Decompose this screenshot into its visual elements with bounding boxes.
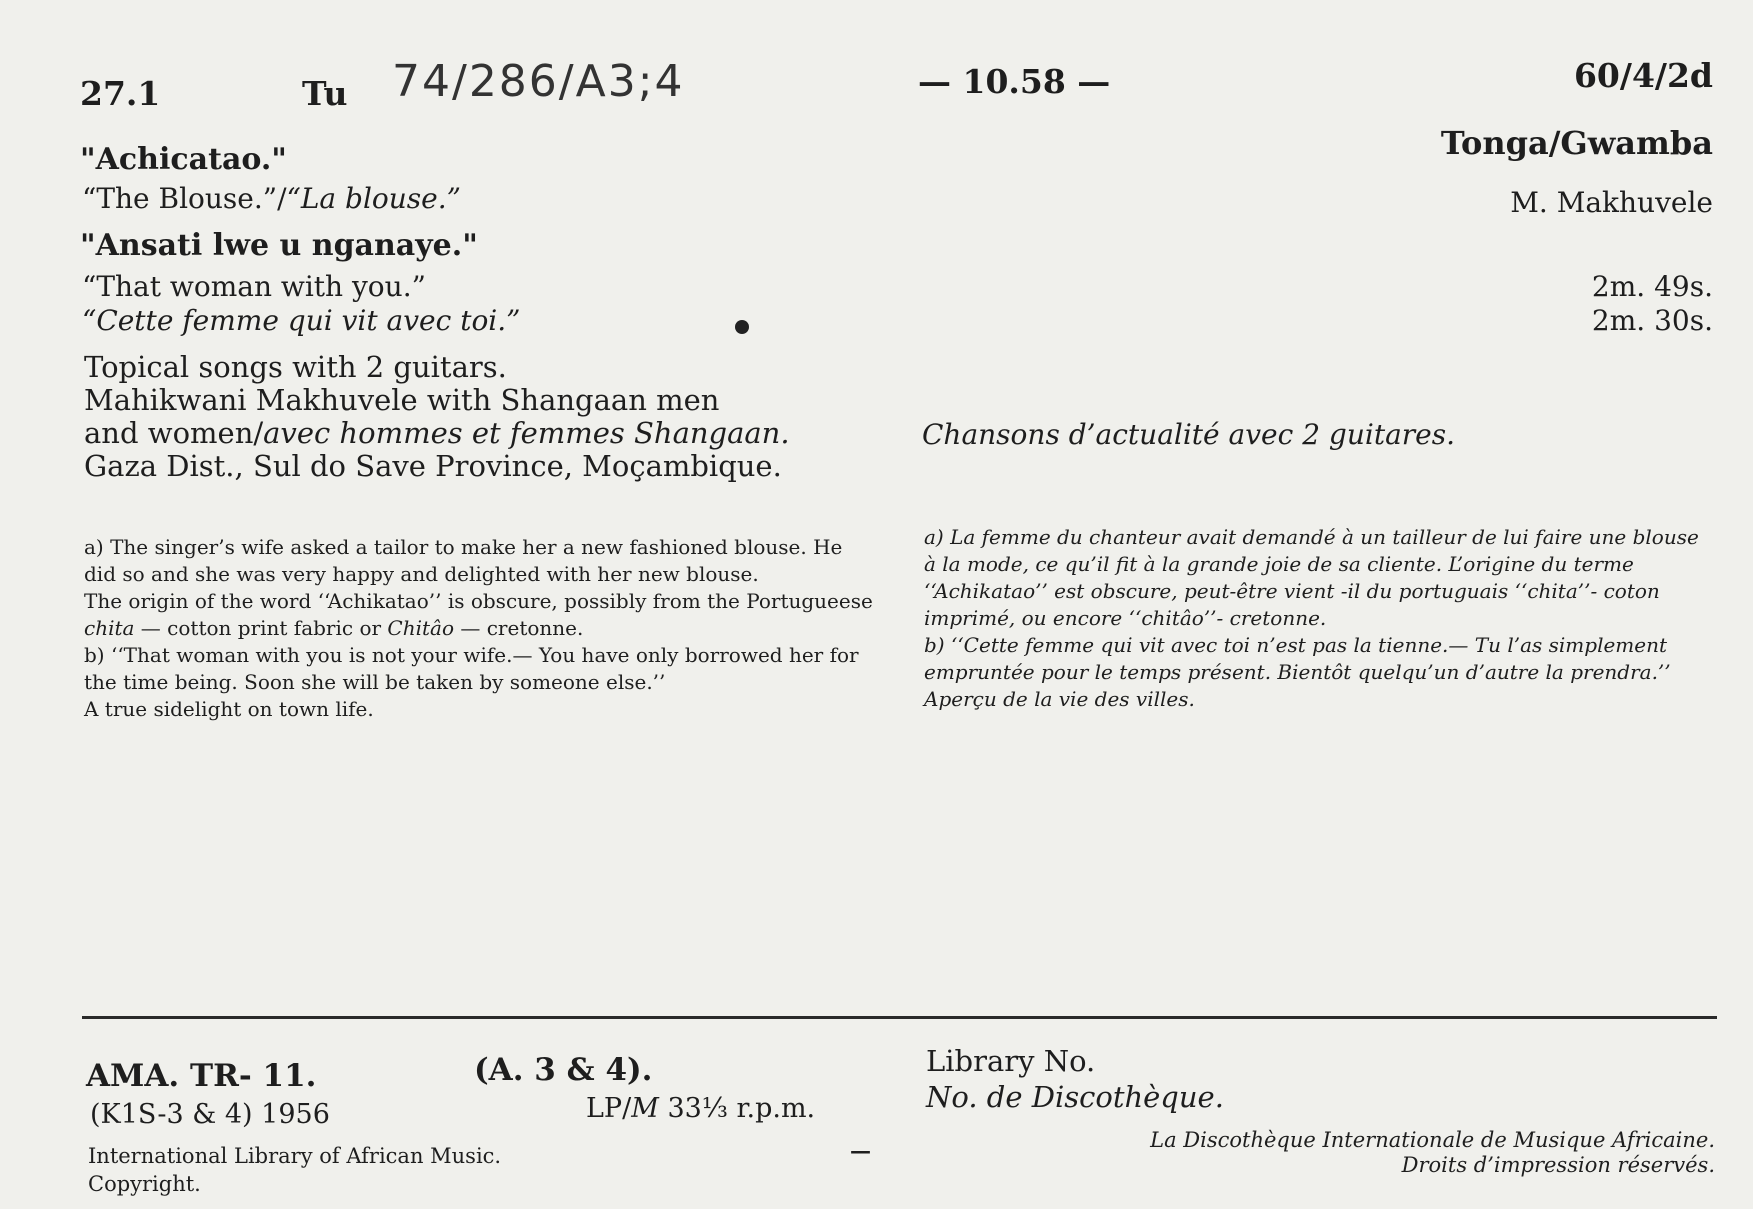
notes-english: [84, 534, 876, 723]
notes-en-para-2-e: — cretonne.: [454, 616, 584, 640]
description-french: Chansons d’actualité avec 2 guitares.: [922, 418, 1455, 451]
library-no-fr: No. de Discothèque.: [926, 1080, 1224, 1114]
notes-en-para-1: a) The singer’s wife asked a tailor to make her a new fashioned blouse. He did so and she was very happy and delighted with her new blouse.: [84, 535, 843, 586]
notes-en-para-2-a: The origin of the word ‘‘Achikatao’’ is obscure, possibly from the Portugueese: [84, 589, 873, 613]
notes-fr-para-1: a) La femme du chanteur avait demandé à un tailleur de lui faire une blouse à la mode, ce qu’il fit à la grande joie de sa cliente. L’origine du terme ‘‘Achikatao’’ est obscure, peut-être vient -il du portuguais ‘‘chita’’- coton imprimé, ou encore ‘‘chitâo’’- cretonne.: [924, 525, 1699, 630]
footer-dash: —: [850, 1138, 871, 1163]
notes-en-para-2: [84, 588, 876, 642]
description-line-2: Mahikwani Makhuvele with Shangaan men: [84, 383, 720, 417]
handwritten-reference: 74/286/A3;4: [392, 56, 685, 107]
record-format-a: LP/: [586, 1093, 632, 1124]
duration-2: 2m. 30s.: [1591, 304, 1713, 337]
description-line-3: [84, 416, 790, 450]
song2-title: "Ansati lwe u nganaye.": [80, 228, 478, 263]
song2-translation-fr: “Cette femme qui vit avec toi.”: [82, 304, 521, 337]
library-no-en: Library No.: [926, 1044, 1096, 1078]
song2-translation-en: “That woman with you.”: [82, 270, 426, 303]
description-line-3-plain: and women/: [84, 416, 264, 450]
record-format-b: M: [631, 1093, 659, 1124]
library-name: International Library of African Music.: [88, 1144, 502, 1168]
language-label: Tonga/Gwamba: [1440, 124, 1713, 162]
item-number: 27.1: [80, 74, 161, 113]
song1-translation-en: “The Blouse.”/: [82, 182, 287, 215]
record-format: [586, 1093, 815, 1124]
notes-en-para-2-c: — cotton print fabric or: [134, 616, 388, 640]
notes-en-para-2-d: Chitâo: [387, 616, 454, 640]
discotheque-name: La Discothèque Internationale de Musique Africaine.: [1150, 1128, 1715, 1152]
series-code: Tu: [302, 74, 348, 113]
record-id: AMA. TR- 11.: [86, 1058, 317, 1094]
song1-translation-fr: “La blouse.”: [286, 182, 461, 215]
ink-spot: [735, 320, 749, 334]
library-copyright: Copyright.: [88, 1172, 201, 1196]
description-line-4: Gaza Dist., Sul do Save Province, Moçambique.: [84, 449, 782, 483]
duration-1: 2m. 49s.: [1591, 270, 1713, 303]
description-line-3-italic: avec hommes et femmes Shangaan.: [263, 416, 790, 450]
notes-fr-para-2: b) ‘‘Cette femme qui vit avec toi n’est pas la tienne.— Tu l’as simplement empruntée pour le temps présent. Bientôt quelqu’un d’autre la prendra.’’: [924, 633, 1671, 684]
description-line-1: Topical songs with 2 guitars.: [84, 350, 507, 384]
record-sides: (A. 3 & 4).: [474, 1052, 653, 1088]
notes-en-para-3: b) ‘‘That woman with you is not your wife.— You have only borrowed her for the time being. Soon she will be taken by someone else.’’: [84, 643, 859, 694]
recording-date: — 10.58 —: [918, 62, 1111, 101]
discotheque-rights: Droits d’impression réservés.: [1401, 1153, 1715, 1177]
record-format-c: 33⅓ r.p.m.: [658, 1093, 816, 1124]
notes-french: [924, 524, 1714, 713]
performer-name: M. Makhuvele: [1510, 186, 1713, 219]
notes-fr-para-3: Aperçu de la vie des villes.: [924, 687, 1195, 711]
catalog-reference: 60/4/2d: [1573, 56, 1713, 95]
notes-en-para-4: A true sidelight on town life.: [84, 697, 374, 721]
notes-en-para-2-b: chita: [84, 616, 135, 640]
footer-divider: [82, 1016, 1717, 1019]
matrix-year: (K1S-3 & 4) 1956: [90, 1099, 330, 1130]
song1-translation: [82, 182, 461, 215]
song1-title: "Achicatao.": [80, 142, 287, 177]
